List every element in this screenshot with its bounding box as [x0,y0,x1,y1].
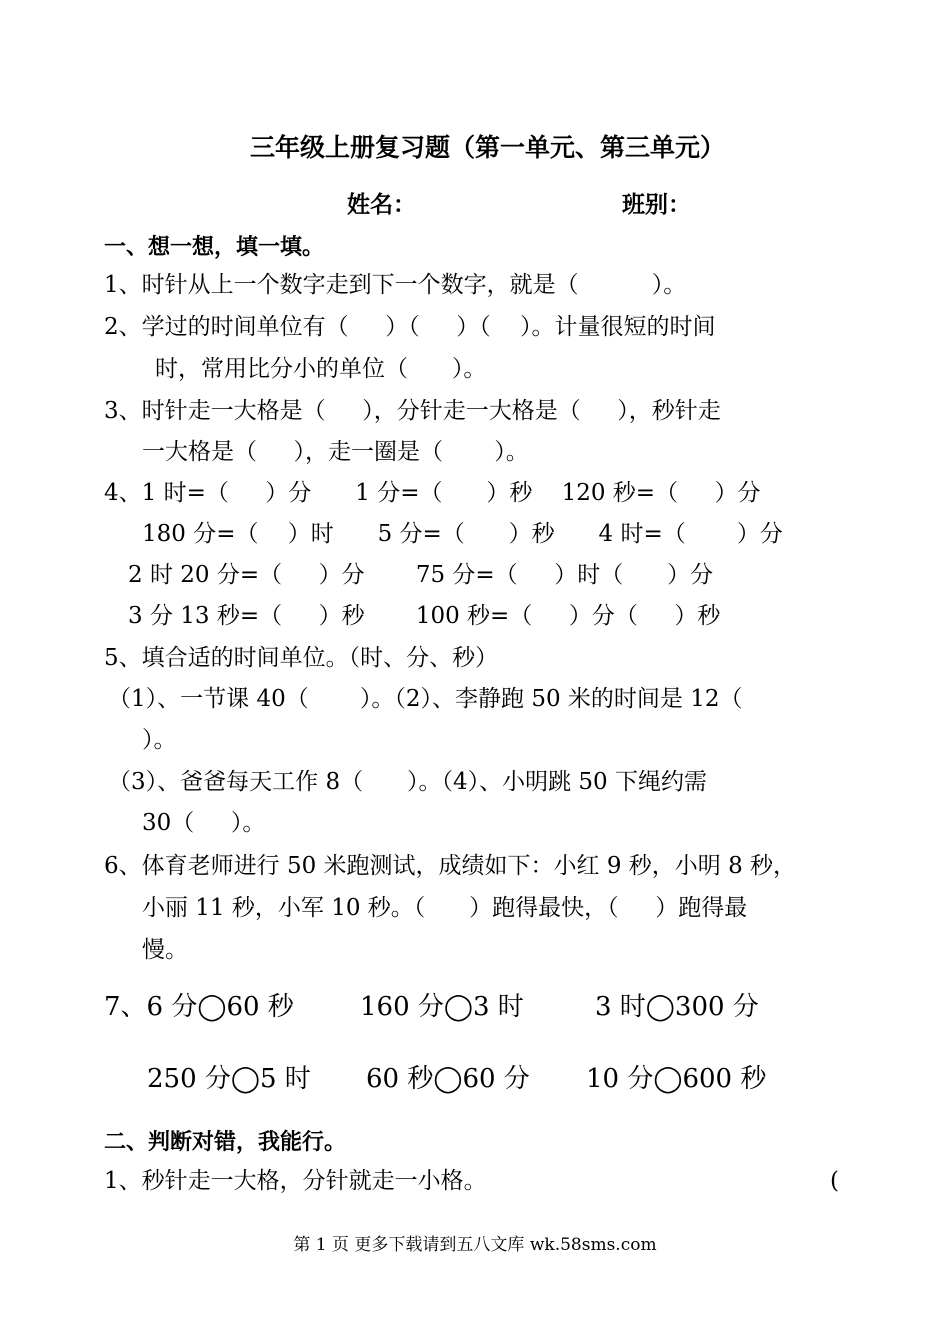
question-5-part-1-cont: ）。 [142,727,177,753]
compare-3: 3 时◯300 分 [595,992,759,1022]
question-3-line-1: 3、时针走一大格是（ ），分针走一大格是（ ），秒针走 [104,398,721,424]
name-label: 姓名： [347,192,416,218]
judge-answer-paren: ( [830,1168,839,1194]
question-1: 1、时针从上一个数字走到下一个数字，就是（ ）。 [104,272,687,298]
page-footer: 第 1 页 更多下载请到五八文库 wk.58sms.com [293,1235,657,1255]
question-5: 5、填合适的时间单位。（时、分、秒） [104,645,499,671]
question-2-line-2: 时，常用比分小的单位（ ）。 [155,356,487,382]
compare-5: 60 秒◯60 分 [366,1064,530,1094]
compare-4: 250 分◯5 时 [147,1064,311,1094]
question-6-line-1: 6、体育老师进行 50 米跑测试，成绩如下：小红 9 秒，小明 8 秒， [104,853,797,879]
question-4-line-3: 2 时 20 分=（ ）分 75 分=（ ）时（ ）分 [128,562,714,588]
section-1-heading: 一、想一想，填一填。 [104,235,325,260]
question-2-line-1: 2、学过的时间单位有（ ）（ ）（ ）。计量很短的时间 [104,314,716,340]
section-2-heading: 二、判断对错，我能行。 [104,1130,347,1155]
question-5-part-4-cont: 30（ ）。 [142,810,266,836]
question-5-part-3: （3）、爸爸每天工作 8（ ）。（4）、小明跳 50 下绳约需 [108,769,707,795]
question-4-line-1: 4、1 时=（ ）分 1 分=（ ）秒 120 秒=（ ）分 [104,480,761,506]
question-6-line-3: 慢。 [142,937,188,963]
question-6-line-2: 小丽 11 秒，小军 10 秒。（ ）跑得最快，（ ）跑得最 [142,895,748,921]
compare-6: 10 分◯600 秒 [586,1064,767,1094]
question-3-line-2: 一大格是（ ），走一圈是（ ）。 [142,439,529,465]
question-4-line-2: 180 分=（ ）时 5 分=（ ）秒 4 时=（ ）分 [142,521,783,547]
page-title: 三年级上册复习题（第一单元、第三单元） [250,133,726,162]
compare-2: 160 分◯3 时 [360,992,524,1022]
compare-1: 7、6 分◯60 秒 [104,992,294,1022]
judge-question-1: 1、秒针走一大格，分针就走一小格。 [104,1168,487,1194]
question-4-line-4: 3 分 13 秒=（ ）秒 100 秒=（ ）分（ ）秒 [128,603,721,629]
question-5-part-1: （1）、一节课 40（ ）。（2）、李静跑 50 米的时间是 12（ [108,686,743,712]
class-label: 班别： [622,192,691,218]
